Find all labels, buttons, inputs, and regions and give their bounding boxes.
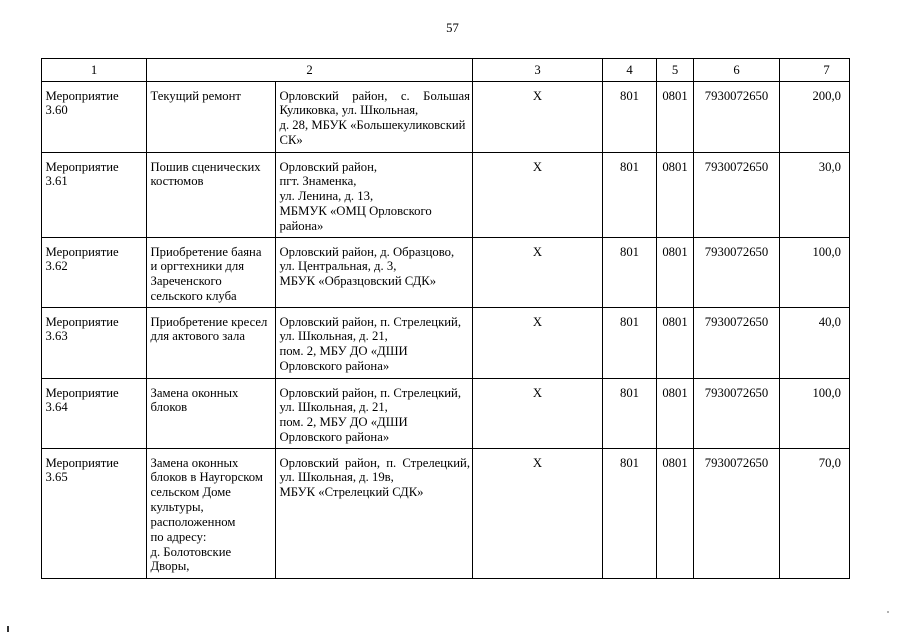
- address-line: Орловский район, д. Образцово,: [279, 244, 455, 259]
- description-line: Замена оконных: [150, 385, 239, 400]
- address-cell: [276, 379, 473, 449]
- description-line: Приобретение кресел: [150, 314, 268, 329]
- column-6-cell: [694, 238, 780, 308]
- address-line: пгт. Знаменка,: [279, 174, 357, 189]
- address-line: МБУК «Образцовский СДК»: [279, 274, 437, 289]
- column-5-value: 0801: [662, 314, 688, 329]
- column-7-value: 100,0: [812, 385, 841, 400]
- description-line: по адресу:: [150, 529, 207, 544]
- column-6-value: 7930072650: [704, 314, 769, 329]
- column-7-value: 30,0: [818, 159, 841, 174]
- header-cell-5: 5: [657, 59, 694, 82]
- column-7-value: 100,0: [812, 244, 841, 259]
- column-6-value: 7930072650: [704, 244, 769, 259]
- column-6-value: 7930072650: [704, 88, 769, 103]
- address-line: ул. Ленина, д. 13,: [279, 189, 374, 204]
- event-label: Мероприятие: [45, 385, 119, 400]
- description-line: для актового зала: [150, 329, 246, 344]
- description-line: Приобретение баяна: [150, 244, 262, 259]
- address-line: Орловский район, п. Стрелецкий,: [279, 455, 470, 470]
- description-line: расположенном: [150, 514, 236, 529]
- column-7-cell: [780, 153, 850, 238]
- address-line: МБМУК «ОМЦ Орловского: [279, 204, 432, 219]
- description-cell: [147, 82, 276, 153]
- address-line: Орловский район, п. Стрелецкий,: [279, 385, 461, 400]
- address-cell: [276, 449, 473, 579]
- column-4-value: 801: [619, 385, 640, 400]
- address-line: д. 28, МБУК «Большекуликовский: [279, 118, 466, 133]
- event-cell: [42, 449, 147, 579]
- column-5-cell: [657, 379, 694, 449]
- description-cell: [147, 153, 276, 238]
- description-line: Текущий ремонт: [150, 88, 241, 103]
- address-line: Куликовка, ул. Школьная,: [279, 103, 419, 118]
- header-cell-6: 6: [694, 59, 780, 82]
- description-line: Зареченского: [150, 274, 222, 289]
- address-line: ул. Центральная, д. 3,: [279, 259, 397, 274]
- description-line: блоков в Наугорском: [150, 470, 263, 485]
- address-line: ул. Школьная, д. 21,: [279, 400, 388, 415]
- column-6-cell: [694, 153, 780, 238]
- address-line: ул. Школьная, д. 19в,: [279, 470, 394, 485]
- description-line: д. Болотовские: [150, 544, 232, 559]
- column-5-value: 0801: [662, 385, 688, 400]
- event-label: Мероприятие: [45, 244, 119, 259]
- column-7-cell: [780, 308, 850, 379]
- column-4-cell: [603, 449, 657, 579]
- column-7-cell: [780, 82, 850, 153]
- column-4-cell: [603, 153, 657, 238]
- column-5-cell: [657, 153, 694, 238]
- address-line: Орловского района»: [279, 359, 390, 374]
- column-6-cell: [694, 379, 780, 449]
- scan-dot: [887, 611, 889, 613]
- address-line: МБУК «Стрелецкий СДК»: [279, 485, 424, 500]
- column-7-value: 70,0: [818, 455, 841, 470]
- event-number: 3.62: [45, 259, 68, 274]
- event-number: 3.60: [45, 103, 68, 118]
- column-3-value: X: [532, 159, 543, 174]
- event-cell: [42, 238, 147, 308]
- description-line: Дворы,: [150, 559, 190, 574]
- event-cell: [42, 153, 147, 238]
- address-cell: [276, 238, 473, 308]
- address-cell: [276, 308, 473, 379]
- address-line: Орловского района»: [279, 430, 390, 445]
- column-4-value: 801: [619, 455, 640, 470]
- address-line: Орловский район, с. Большая: [279, 88, 470, 103]
- description-line: Пошив сценических: [150, 159, 261, 174]
- column-5-cell: [657, 238, 694, 308]
- description-cell: [147, 449, 276, 579]
- column-7-cell: [780, 379, 850, 449]
- event-cell: [42, 379, 147, 449]
- column-5-value: 0801: [662, 88, 688, 103]
- address-cell: [276, 82, 473, 153]
- column-5-value: 0801: [662, 244, 688, 259]
- address-line: СК»: [279, 133, 303, 148]
- description-line: блоков: [150, 400, 188, 415]
- description-line: костюмов: [150, 174, 204, 189]
- table-row: [42, 449, 850, 579]
- table-row: [42, 238, 850, 308]
- column-3-value: X: [532, 455, 543, 470]
- event-number: 3.65: [45, 470, 68, 485]
- table-row: [42, 379, 850, 449]
- header-cell-1: 1: [42, 59, 147, 82]
- column-7-value: 40,0: [818, 314, 841, 329]
- event-label: Мероприятие: [45, 314, 119, 329]
- column-5-value: 0801: [662, 159, 688, 174]
- event-cell: [42, 82, 147, 153]
- header-cell-3: 3: [473, 59, 603, 82]
- address-line: пом. 2, МБУ ДО «ДШИ: [279, 344, 408, 359]
- column-6-cell: [694, 449, 780, 579]
- address-line: Орловский район,: [279, 159, 378, 174]
- column-3-cell: [473, 308, 603, 379]
- event-number: 3.61: [45, 174, 68, 189]
- event-label: Мероприятие: [45, 159, 119, 174]
- column-4-cell: [603, 308, 657, 379]
- address-line: ул. Школьная, д. 21,: [279, 329, 388, 344]
- column-5-cell: [657, 449, 694, 579]
- column-7-value: 200,0: [812, 88, 841, 103]
- column-5-value: 0801: [662, 455, 688, 470]
- column-3-cell: [473, 82, 603, 153]
- description-line: и оргтехники для: [150, 259, 245, 274]
- address-cell: [276, 153, 473, 238]
- column-7-cell: [780, 449, 850, 579]
- column-3-value: X: [532, 314, 543, 329]
- column-3-value: X: [532, 385, 543, 400]
- column-6-cell: [694, 82, 780, 153]
- table-row: [42, 153, 850, 238]
- column-6-value: 7930072650: [704, 455, 769, 470]
- description-line: Замена оконных: [150, 455, 239, 470]
- description-cell: [147, 308, 276, 379]
- description-cell: [147, 238, 276, 308]
- event-cell: [42, 308, 147, 379]
- table-row: [42, 308, 850, 379]
- column-4-value: 801: [619, 244, 640, 259]
- description-line: сельского клуба: [150, 289, 237, 304]
- header-cell-4: 4: [603, 59, 657, 82]
- description-cell: [147, 379, 276, 449]
- column-6-value: 7930072650: [704, 385, 769, 400]
- column-6-value: 7930072650: [704, 159, 769, 174]
- event-number: 3.64: [45, 400, 68, 415]
- page-number: 57: [446, 21, 459, 35]
- column-4-value: 801: [619, 314, 640, 329]
- column-5-cell: [657, 82, 694, 153]
- column-5-cell: [657, 308, 694, 379]
- column-3-value: X: [532, 244, 543, 259]
- description-line: сельском Доме: [150, 485, 231, 500]
- header-row: [42, 59, 850, 82]
- scan-mark: [7, 626, 9, 632]
- event-label: Мероприятие: [45, 88, 119, 103]
- column-7-cell: [780, 238, 850, 308]
- event-number: 3.63: [45, 329, 68, 344]
- header-cell-2: 2: [147, 59, 473, 82]
- description-line: культуры,: [150, 500, 204, 515]
- column-3-cell: [473, 379, 603, 449]
- column-6-cell: [694, 308, 780, 379]
- column-4-value: 801: [619, 159, 640, 174]
- measures-table: [41, 58, 850, 579]
- header-cell-7: 7: [780, 59, 850, 82]
- table-row: [42, 82, 850, 153]
- column-4-cell: [603, 379, 657, 449]
- address-line: Орловский район, п. Стрелецкий,: [279, 314, 461, 329]
- column-3-cell: [473, 238, 603, 308]
- column-3-cell: [473, 153, 603, 238]
- column-4-value: 801: [619, 88, 640, 103]
- event-label: Мероприятие: [45, 455, 119, 470]
- column-3-value: X: [532, 88, 543, 103]
- address-line: пом. 2, МБУ ДО «ДШИ: [279, 415, 408, 430]
- column-4-cell: [603, 82, 657, 153]
- column-3-cell: [473, 449, 603, 579]
- address-line: района»: [279, 218, 324, 233]
- column-4-cell: [603, 238, 657, 308]
